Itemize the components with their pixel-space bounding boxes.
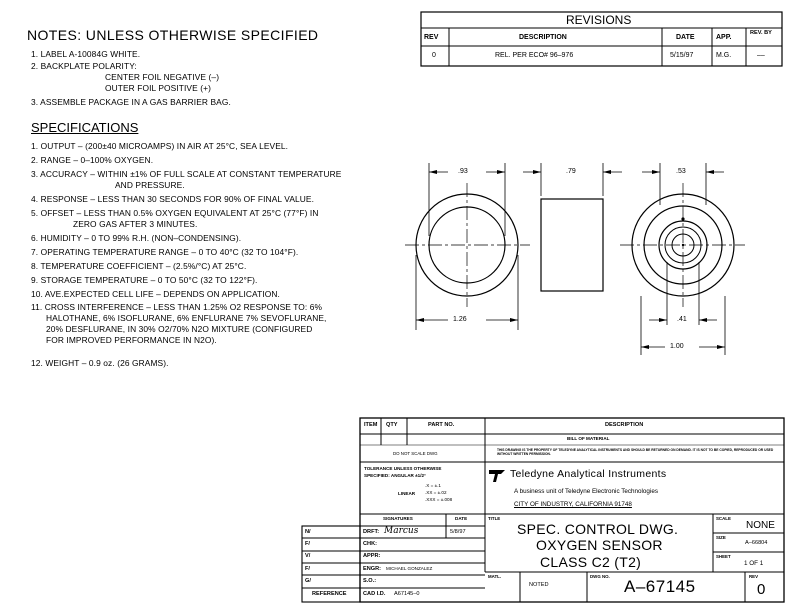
rev-header-description: DESCRIPTION xyxy=(519,34,567,41)
tb-tol-x: .X = ±.1 xyxy=(425,483,441,488)
tb-tol-xxx: .XXX = ±.008 xyxy=(425,497,453,502)
tb-matl: NOTED xyxy=(529,582,549,588)
dim-center: .41 xyxy=(677,316,687,323)
spec-1: 1. OUTPUT – (200±40 MICROAMPS) IN AIR AT 25°C, SEA LEVEL. xyxy=(31,141,289,151)
tb-linear: LINEAR xyxy=(398,491,416,496)
spec-5: 5. OFFSET – LESS THAN 0.5% OXYGEN EQUIVALENT AT 25°C (77°F) IN xyxy=(31,208,319,218)
dim-outer-od: .93 xyxy=(458,168,468,175)
tb-title-line1: SPEC. CONTROL DWG. xyxy=(517,521,679,537)
tb-qty: QTY xyxy=(386,422,398,428)
tb-scale: NONE xyxy=(746,520,775,531)
rev-header-date: DATE xyxy=(676,34,695,41)
rev-header-rev: REV xyxy=(424,34,439,41)
spec-11: 11. CROSS INTERFERENCE – LESS THAN 1.25% O2 RESPONSE TO: 6% xyxy=(31,302,323,312)
rev-row-revby: –– xyxy=(757,52,765,59)
tb-reference: REFERENCE xyxy=(312,591,347,597)
spec-11-cont3: FOR IMPROVED PERFORMANCE IN N2O). xyxy=(46,335,217,345)
rev-row-app: M.G. xyxy=(716,52,732,59)
tb-ref-row-1: N/ xyxy=(305,529,311,535)
tb-title-label: TITLE xyxy=(488,516,501,521)
spec-9: 9. STORAGE TEMPERATURE – 0 TO 50°C (32 TO 122°F). xyxy=(31,275,258,285)
tb-do-not-scale: DO NOT SCALE DWG xyxy=(393,451,438,456)
teledyne-logo-icon xyxy=(489,470,505,482)
dim-width: 1.00 xyxy=(670,343,684,350)
tb-bill-of-material: BILL OF MATERIAL xyxy=(567,436,610,441)
tb-dwg-no: A–67145 xyxy=(624,577,696,596)
tb-ref-row-2: F/ xyxy=(305,541,310,547)
tb-item: ITEM xyxy=(364,422,378,428)
tb-size-label: SIZE xyxy=(716,535,726,540)
tb-company: Teledyne Analytical Instruments xyxy=(510,468,667,480)
note-1: 1. LABEL A-10084G WHITE. xyxy=(31,49,141,59)
tb-so-label: S.O.: xyxy=(363,578,377,584)
tb-ref-row-5: G/ xyxy=(305,578,311,584)
tb-cad-label: CAD I.D. xyxy=(363,591,386,597)
revisions-title: REVISIONS xyxy=(566,13,632,27)
tb-chk-label: CHK: xyxy=(363,541,377,547)
tb-cad-id: A67145–0 xyxy=(394,591,420,597)
tb-title-line3: CLASS C2 (T2) xyxy=(540,554,642,570)
spec-6: 6. HUMIDITY – 0 TO 99% R.H. (NON–CONDENSING). xyxy=(31,233,242,243)
tb-drft-label: DRFT: xyxy=(363,529,380,535)
tb-description: DESCRIPTION xyxy=(605,422,644,428)
spec-8: 8. TEMPERATURE COEFFICIENT – (2.5%/°C) AT 25°C. xyxy=(31,261,247,271)
tb-ref-row-3: V/ xyxy=(305,553,311,559)
tb-engr-label: ENGR: xyxy=(363,566,382,572)
spec-2: 2. RANGE – 0–100% OXYGEN. xyxy=(31,155,154,165)
tb-signatures: SIGNATURES xyxy=(383,516,413,521)
tb-city: CITY OF INDUSTRY, CALIFORNIA 91748 xyxy=(514,501,632,508)
spec-10: 10. AVE.EXPECTED CELL LIFE – DEPENDS ON APPLICATION. xyxy=(31,289,280,299)
tb-appr-label: APPR: xyxy=(363,553,381,559)
tb-rev-label: REV xyxy=(749,574,759,579)
notes-title: NOTES: UNLESS OTHERWISE SPECIFIED xyxy=(27,27,319,43)
tb-ref-row-4: F/ xyxy=(305,566,310,572)
tb-subsidiary: A business unit of Teledyne Electronic Technologies xyxy=(514,488,658,495)
dim-inner: .53 xyxy=(676,168,686,175)
note-2-outer: OUTER FOIL POSITIVE (+) xyxy=(105,83,211,93)
dim-height: .79 xyxy=(566,168,576,175)
rev-row-date: 5/15/97 xyxy=(670,52,694,59)
tb-part-no: PART NO. xyxy=(428,422,455,428)
tb-engr-name: MICHAEL GONZALEZ xyxy=(386,566,433,571)
tb-rev: 0 xyxy=(757,581,766,598)
tb-sheet: 1 OF 1 xyxy=(744,560,764,567)
tb-date-header: DATE xyxy=(455,516,468,521)
tb-dwg-label: DWG NO. xyxy=(590,574,610,579)
spec-3-cont: AND PRESSURE. xyxy=(115,180,185,190)
spec-11-cont1: HALOTHANE, 6% ISOFLURANE, 6% ENFLURANE 7% SEVOFLURANE, xyxy=(46,313,327,323)
spec-3: 3. ACCURACY – WITHIN ±1% OF FULL SCALE AT CONSTANT TEMPERATURE xyxy=(31,169,342,179)
rev-row-rev: 0 xyxy=(432,52,436,59)
spec-7: 7. OPERATING TEMPERATURE RANGE – 0 TO 40°C (32 TO 104°F). xyxy=(31,247,299,257)
tb-sheet-label: SHEET xyxy=(716,554,731,559)
rev-header-revby: REV. BY xyxy=(750,30,772,36)
rev-header-app: APP. xyxy=(716,34,732,41)
note-3: 3. ASSEMBLE PACKAGE IN A GAS BARRIER BAG. xyxy=(31,97,231,107)
tb-notice: THIS DRAWING IS THE PROPERTY OF TELEDYNE ANALYTICAL INSTRUMENTS AND SHOULD BE RETURNED ON DEMAND. IT IS NOT TO BE COPIED, REPRODUCED OR USED WITHOUT WRITTEN PERMISSION. xyxy=(497,448,774,457)
note-2-center: CENTER FOIL NEGATIVE (–) xyxy=(105,72,220,82)
tb-tol-xx: .XX = ±.02 xyxy=(425,490,447,495)
tb-matl-label: MATL. xyxy=(488,574,502,579)
spec-11-cont2: 20% DESFLURANE, IN 30% O2/70% N2O MIXTURE (CONFIGURED xyxy=(46,324,313,334)
spec-5-cont: ZERO GAS AFTER 3 MINUTES. xyxy=(73,219,198,229)
spec-12: 12. WEIGHT – 0.9 oz. (26 GRAMS). xyxy=(31,358,169,368)
note-2: 2. BACKPLATE POLARITY: xyxy=(31,61,137,71)
tb-drft-signature: Marcus xyxy=(384,526,419,536)
tb-title-line2: OXYGEN SENSOR xyxy=(536,537,663,553)
spec-4: 4. RESPONSE – LESS THAN 30 SECONDS FOR 90% OF FINAL VALUE. xyxy=(31,194,315,204)
tb-tolerance-2: SPECIFIED: ANGULAR ±1/2° xyxy=(364,473,426,478)
dim-diameter: 1.26 xyxy=(453,316,467,323)
tb-size: A–66804 xyxy=(745,540,768,546)
tb-tolerance-1: TOLERANCE UNLESS OTHERWISE xyxy=(364,466,442,471)
tb-drft-date: 5/8/97 xyxy=(450,529,466,535)
tb-scale-label: SCALE xyxy=(716,516,731,521)
rev-row-description: REL. PER ECO# 96–976 xyxy=(495,52,574,59)
specifications-title: SPECIFICATIONS xyxy=(31,120,139,135)
